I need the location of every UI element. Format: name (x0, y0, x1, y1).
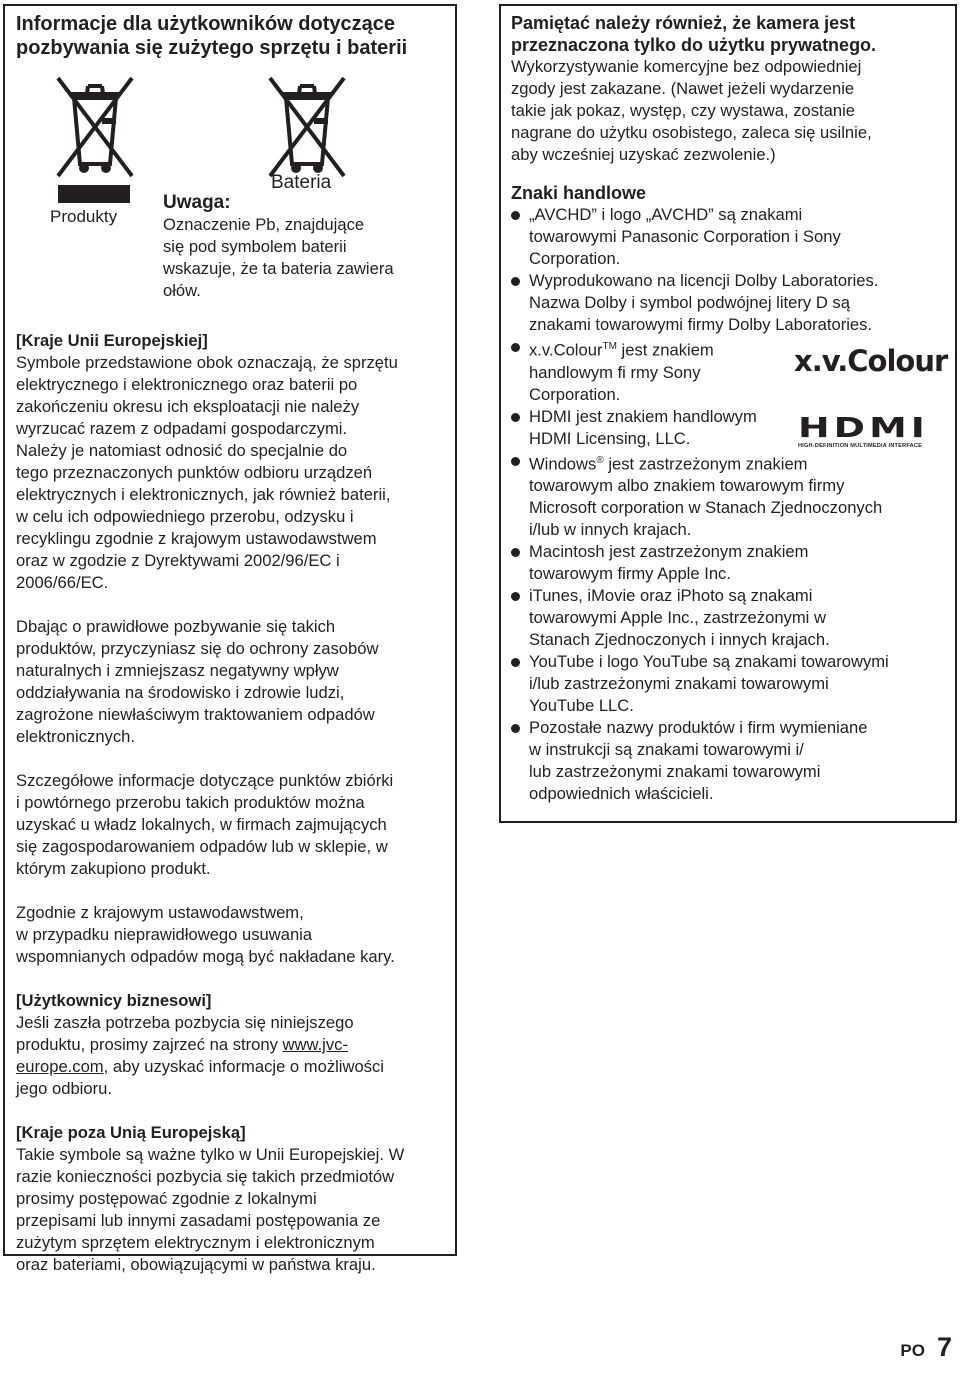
eu-line: zakończeniu okresu ich eksploatacji nie należy (16, 397, 360, 416)
list-item-line: „AVCHD” i logo „AVCHD” są znakami (529, 205, 803, 224)
list-item-line: towarowym albo znakiem towarowym firmy (529, 476, 845, 496)
list-item-windows (511, 450, 945, 542)
eu-line: oraz w zgodzie z Dyrektywami 2002/96/EC i (16, 551, 340, 570)
list-item-line: Corporation. (529, 384, 621, 404)
crossed-bin-icon-battery (264, 72, 350, 182)
products-bar (58, 185, 130, 203)
list-item-line: w instrukcji są znakami towarowymi i/ (529, 740, 804, 760)
paragraph-line: zużytym sprzętem elektrycznym i elektronicznym (16, 1233, 375, 1252)
trademarks-heading: Znaki handlowe (511, 183, 647, 203)
eu-line: wyrzucać razem z odpadami gospodarczymi. (16, 419, 348, 438)
paragraph-line: wspomnianych odpadów mogą być nakładane kary. (16, 947, 395, 966)
paragraph-line: razie konieczności pozbycia się takich przedmiotów (16, 1167, 395, 1186)
list-item-line: iTunes, iMovie oraz iPhoto są znakami (529, 586, 813, 606)
trademarks-box (499, 4, 957, 823)
eu-line: elektrycznego i elektronicznego oraz baterii po (16, 375, 358, 394)
list-item (511, 585, 945, 651)
paragraph-line: Jeśli zaszła potrzeba pozbycia się niniejszego (16, 1013, 354, 1032)
language-code: PO (900, 1341, 925, 1360)
protection-paragraph (16, 616, 444, 748)
list-item-line: i/lub zastrzeżonymi znakami towarowymi (529, 674, 829, 694)
paragraph-text: aby uzyskać informacje o możliwości (108, 1057, 384, 1076)
trademarks-list (511, 204, 948, 805)
list-item-line: Corporation. (529, 249, 621, 268)
list-item-line: Stanach Zjednoczonych i innych krajach. (529, 630, 830, 650)
xv-text: x.v.Colour (529, 340, 603, 360)
paragraph-line: się zagospodarowaniem odpadów lub w sklepie, w (16, 837, 388, 856)
list-item-line: Wyprodukowano na licencji Dolby Laboratories. (529, 271, 879, 290)
list-item-line: HDMI Licensing, LLC. (529, 428, 691, 448)
penalty-paragraph (16, 902, 444, 968)
paragraph-line: jego odbioru. (16, 1079, 112, 1098)
list-item-line: HDMI jest znakiem handlowym (529, 406, 757, 426)
paragraph-line: Dbając o prawidłowe pozbywanie się takich (16, 617, 336, 636)
paragraph-line: uzyskać u władz lokalnych, w firmach zajmujących (16, 815, 387, 834)
paragraph-line: Zgodnie z krajowym ustawodawstwem, (16, 903, 304, 922)
disposal-title: Informacje dla użytkowników dotyczące pozbywania się zużytego sprzętu i baterii (16, 13, 408, 59)
list-item (511, 541, 945, 585)
notice-line: Wykorzystywanie komercyjne bez odpowiedniej (511, 57, 862, 76)
hdmi-logo (798, 411, 936, 452)
list-item-line: Pozostałe nazwy produktów i firm wymieniane (529, 718, 868, 738)
paragraph-line: Takie symbole są ważne tylko w Unii Europejskiej. W (16, 1145, 405, 1164)
registered-mark: ® (596, 454, 604, 466)
eu-line: Symbole przedstawione obok oznaczają, że sprzętu (16, 353, 398, 372)
paragraph-line: prosimy postępować zgodnie z lokalnymi (16, 1189, 317, 1208)
page-number (900, 1332, 952, 1362)
windows-text: Windows (529, 454, 597, 474)
paragraph-line: w przypadku nieprawidłowego usuwania (16, 925, 313, 944)
paragraph-line: oraz bateriami, obowiązującymi w państwa kraju. (16, 1255, 376, 1274)
windows-text: jest zastrzeżonym znakiem (603, 454, 808, 474)
non-eu-section (16, 1122, 444, 1276)
list-item (511, 204, 945, 270)
products-label: Produkty (50, 207, 118, 226)
list-item-line: lub zastrzeżonymi znakami towarowymi (529, 762, 821, 782)
list-item-line: Microsoft corporation w Stanach Zjednoczonych (529, 498, 883, 518)
list-item-line: handlowym fi rmy Sony (529, 362, 701, 382)
jvc-europe-link[interactable]: europe.com, (16, 1057, 109, 1076)
eu-line: Należy je natomiast odnosić do specjalnie do (16, 441, 348, 460)
crossed-bin-icon-products (52, 72, 138, 182)
notice-line: zgody jest zakazane. (Nawet jeżeli wydarzenie (511, 79, 855, 98)
notice-bold-line: przeznaczona tylko do użytku prywatnego. (511, 35, 877, 55)
list-item-line: i/lub w innych krajach. (529, 520, 692, 540)
notice-bold-line: Pamiętać należy również, że kamera jest (511, 13, 856, 33)
list-item (511, 270, 945, 336)
non-eu-heading: [Kraje poza Unią Europejską] (16, 1123, 246, 1142)
uwaga-title: Uwaga: (163, 192, 231, 213)
list-item (511, 717, 945, 805)
eu-section (16, 330, 444, 594)
list-item-line: towarowymi Panasonic Corporation i Sony (529, 227, 841, 246)
battery-label: Bateria (271, 172, 332, 193)
uwaga-line: się pod symbolem baterii (163, 237, 347, 256)
paragraph-line: i powtórnego przerobu takich produktów można (16, 793, 365, 812)
notice-line: aby wcześniej uzyskać zezwolenie.) (511, 145, 776, 164)
disposal-info-box (3, 4, 457, 1274)
paragraph-line: Szczegółowe informacje dotyczące punktów zbiórki (16, 771, 394, 790)
eu-heading: [Kraje Unii Europejskiej] (16, 331, 208, 350)
notice-line: nagrane do użytku osobistego, zaleca się usilnie, (511, 123, 872, 142)
paragraph-line: naturalnych i zmniejszasz negatywny wpływ (16, 661, 339, 680)
notice-line: takie jak pokaz, występ, czy wystawa, zostanie (511, 101, 856, 120)
eu-line: recyklingu zgodnie z krajowym ustawodawstwem (16, 529, 377, 548)
paragraph-text: produktu, prosimy zajrzeć na strony (16, 1035, 283, 1054)
disposal-symbols (16, 60, 444, 330)
eu-line: w celu ich odpowiedniego przerobu, odzysku i (16, 507, 354, 526)
paragraph-line (16, 1034, 444, 1056)
list-item-line: Nazwa Dolby i symbol podwójnej litery D są (529, 293, 850, 312)
eu-line: 2006/66/EC. (16, 573, 109, 592)
hdmi-logo-subtitle: HIGH-DEFINITION MULTIMEDIA INTERFACE (798, 443, 923, 449)
list-item-line: odpowiednich właścicieli. (529, 784, 714, 804)
paragraph-line: którym zakupiono produkt. (16, 859, 211, 878)
eu-line: elektrycznych i elektronicznych, jak również baterii, (16, 485, 391, 504)
list-item-line: Macintosh jest zastrzeżonym znakiem (529, 542, 809, 562)
eu-line: tego przeznaczonych punktów odbioru urządzeń (16, 463, 373, 482)
list-item-line (529, 450, 945, 476)
paragraph-line: przepisami lub innymi zasadami postępowania ze (16, 1211, 381, 1230)
uwaga-line: ołów. (163, 281, 201, 300)
collection-paragraph (16, 770, 444, 880)
list-item-line: towarowymi Apple Inc., zastrzeżonymi w (529, 608, 826, 628)
tm-mark: TM (602, 341, 617, 352)
xv-text: jest znakiem (616, 340, 714, 360)
uwaga-line: wskazuje, że ta bateria zawiera (163, 259, 394, 278)
paragraph-line: oddziaływania na środowisko i zdrowie ludzi, (16, 683, 345, 702)
paragraph-line: produktów, przyczyniasz się do ochrony zasobów (16, 639, 379, 658)
paragraph-line: zagrożone niewłaściwym traktowaniem odpadów (16, 705, 375, 724)
business-section (16, 990, 444, 1100)
private-use-notice (511, 12, 945, 166)
paragraph-line (16, 1056, 444, 1078)
list-item-line: znakami towarowymi firmy Dolby Laboratories. (529, 315, 873, 334)
paragraph-line: elektronicznych. (16, 727, 135, 746)
list-item-line: towarowym firmy Apple Inc. (529, 564, 731, 584)
business-heading: [Użytkownicy biznesowi] (16, 991, 212, 1010)
hdmi-logo-text: HDMI (798, 411, 929, 444)
list-item (511, 651, 945, 717)
page-number-value: 7 (936, 1332, 952, 1362)
xvcolour-logo: x.v.Colour (794, 344, 948, 378)
jvc-europe-link[interactable]: www.jvc- (282, 1035, 348, 1054)
uwaga-line: Oznaczenie Pb, znajdujące (163, 215, 365, 234)
uwaga-note (163, 192, 453, 302)
list-item-line: YouTube LLC. (529, 696, 634, 716)
list-item-line: YouTube i logo YouTube są znakami towarowymi (529, 652, 889, 672)
